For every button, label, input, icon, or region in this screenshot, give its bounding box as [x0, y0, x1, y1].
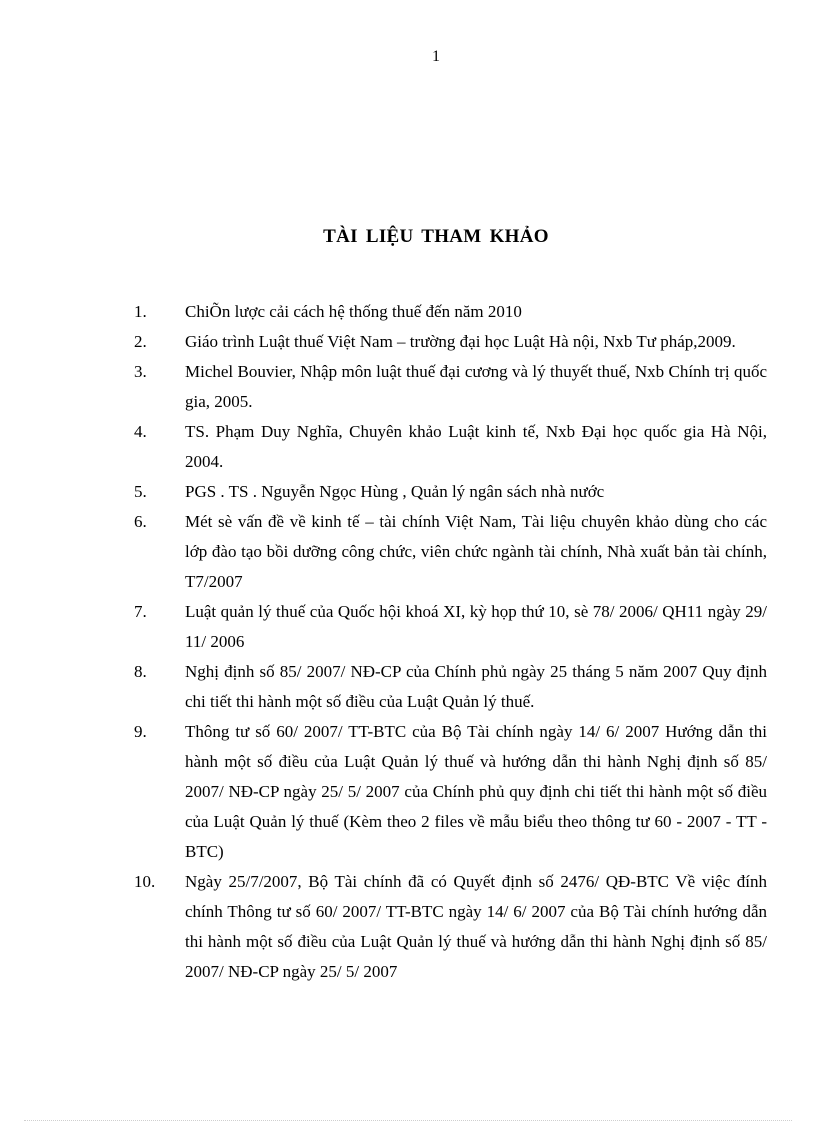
reference-item [0, 657, 816, 717]
reference-item [0, 327, 816, 357]
reference-number: 4. [134, 422, 147, 441]
reference-item [0, 717, 816, 867]
reference-number: 5. [134, 482, 147, 501]
page-bottom-divider [24, 1120, 792, 1121]
page-number: 1 [432, 48, 440, 65]
reference-text: Thông tư số 60/ 2007/ TT-BTC của Bộ Tài chính ngày 14/ 6/ 2007 Hướng dẫn thi hành một số điều của Luật Quản lý thuế và hướng dẫn thi hành Nghị định số 85/ 2007/ NĐ-CP ngày 25/ 5/ 2007 của Chính phủ quy định chi tiết thi hành một số điều của Luật Quản lý thuế (Kèm theo 2 files về mẫu biểu theo thông tư 60 - 2007 - TT - BTC) [185, 722, 767, 861]
reference-number: 3. [134, 362, 147, 381]
reference-text: Nghị định số 85/ 2007/ NĐ-CP của Chính phủ ngày 25 tháng 5 năm 2007 Quy định chi tiết thi hành một số điều của Luật Quản lý thuế. [185, 662, 767, 711]
reference-text: Giáo trình Luật thuế Việt Nam – trường đại học Luật Hà nội, Nxb Tư pháp,2009. [185, 332, 736, 351]
reference-text: Luật quản lý thuế của Quốc hội khoá XI, kỳ họp thứ 10, sè 78/ 2006/ QH11 ngày 29/ 11/ 2006 [185, 602, 767, 651]
reference-number: 1. [134, 302, 147, 321]
reference-text: Ngày 25/7/2007, Bộ Tài chính đã có Quyết định số 2476/ QĐ-BTC Về việc đính chính Thông tư số 60/ 2007/ TT-BTC ngày 14/ 6/ 2007 của Bộ Tài chính hướng dẫn thi hành một số điều của Luật Quản lý thuế và hướng dẫn thi hành Nghị định số 85/ 2007/ NĐ-CP ngày 25/ 5/ 2007 [185, 872, 767, 981]
reference-number: 6. [134, 512, 147, 531]
reference-number: 7. [134, 602, 147, 621]
reference-number: 8. [134, 662, 147, 681]
reference-number: 2. [134, 332, 147, 351]
reference-item [0, 597, 816, 657]
reference-number: 9. [134, 722, 147, 741]
reference-item [0, 507, 816, 597]
reference-text: Mét sè vấn đề về kinh tế – tài chính Việt Nam, Tài liệu chuyên khảo dùng cho các lớp đào tạo bồi dưỡng công chức, viên chức ngành tài chính, Nhà xuất bản tài chính, T7/2007 [185, 512, 767, 591]
reference-text: TS. Phạm Duy Nghĩa, Chuyên khảo Luật kinh tế, Nxb Đại học quốc gia Hà Nội, 2004. [185, 422, 767, 471]
reference-number: 10. [134, 872, 156, 891]
page-title: TÀI LIỆU THAM KHẢO [323, 226, 549, 247]
reference-list [0, 297, 816, 987]
reference-text: Michel Bouvier, Nhập môn luật thuế đại cương và lý thuyết thuế, Nxb Chính trị quốc gia, 2005. [185, 362, 767, 411]
reference-item [0, 477, 816, 507]
reference-text: PGS . TS . Nguyễn Ngọc Hùng , Quản lý ngân sách nhà nước [185, 482, 605, 501]
reference-text: ChiÕn lược cải cách hệ thống thuế đến năm 2010 [185, 302, 522, 321]
reference-item [0, 417, 816, 477]
reference-item [0, 297, 816, 327]
reference-item [0, 357, 816, 417]
reference-item [0, 867, 816, 987]
